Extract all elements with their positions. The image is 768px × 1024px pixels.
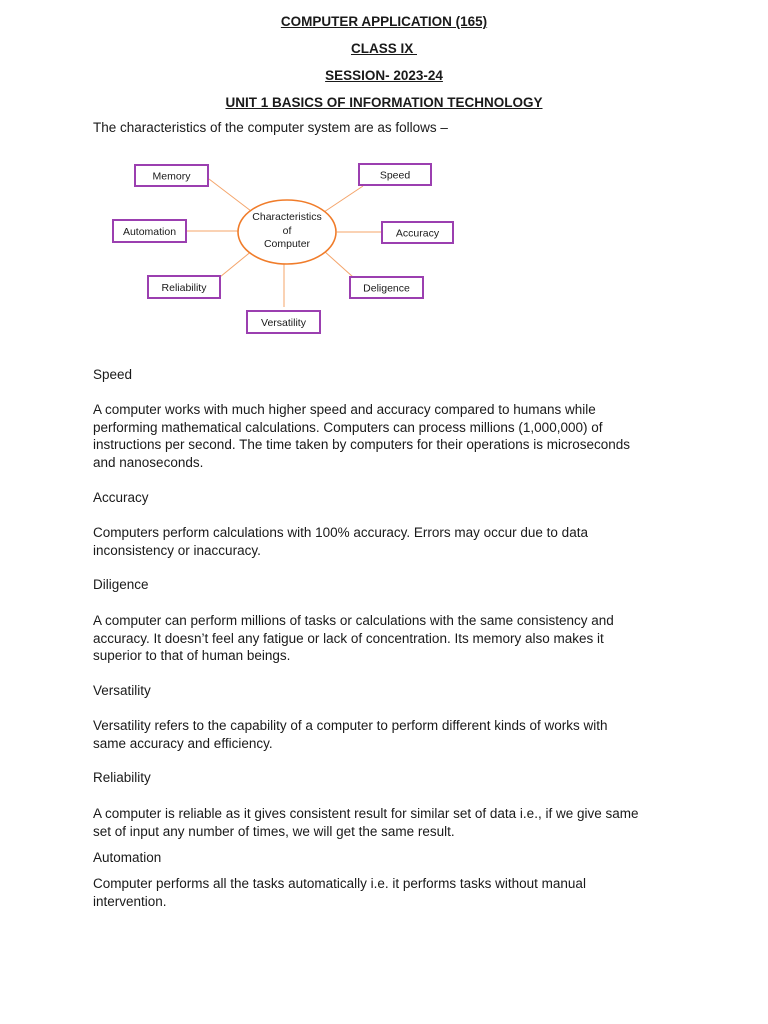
node-memory [135,165,208,186]
section-body-reliability [93,805,683,840]
section-title-reliability: Reliability [93,770,151,785]
text-line: Computer performs all the tasks automatically i.e. it performs tasks without manual [93,876,586,891]
section-title-speed: Speed [93,367,133,382]
section-body-diligence [93,612,683,665]
connector-speed [324,186,363,212]
text-line: instructions per second. The time taken by computers for their operations is microseconds [93,437,631,453]
node-reliability [148,276,220,298]
text-line: inconsistency or inaccuracy. [93,542,261,558]
section-body-speed [93,401,683,471]
node-memory-label: Memory [152,170,191,183]
node-speed [359,164,431,185]
node-deligence [350,277,423,298]
section-title-automation: Automation [93,850,162,865]
center-label-line-2: of [282,225,292,237]
connector-reliability [220,250,253,277]
section-body-versatility [93,717,683,752]
unit-heading: UNIT 1 BASICS OF INFORMATION TECHNOLOGY [225,95,543,110]
center-label-line-1: Characteristics [252,211,322,223]
text-line: and nanoseconds. [93,454,204,470]
connector-deligence [324,251,353,277]
section-title-versatility: Versatility [93,683,151,698]
text-line: Computers perform calculations with 100% accuracy. Errors may occur due to data [93,525,588,540]
center-label-line-3: Computer [263,238,311,250]
node-accuracy-label: Accuracy [395,227,440,240]
connector-memory [209,179,251,211]
text-line: superior to that of human beings. [93,648,291,664]
text-line: Versatility refers to the capability of a computer to perform different kinds of works with [93,718,608,733]
text-line: intervention. [93,893,167,909]
text-line: performing mathematical calculations. Computers can process millions (1,000,000) of [93,419,603,435]
node-speed-label: Speed [379,169,411,182]
text-line: set of input any number of times, we will get the same result. [93,823,455,839]
class-heading: CLASS IX [350,41,417,56]
text-line: A computer can perform millions of tasks or calculations with the same consistency and [93,613,614,628]
node-automation [113,220,186,242]
text-line: A computer is reliable as it gives consistent result for similar set of data i.e., if we give same [93,806,639,821]
node-reliability-label: Reliability [161,282,207,294]
text-line: same accuracy and efficiency. [93,735,273,751]
section-title-diligence: Diligence [93,577,149,592]
section-body-automation [93,875,683,910]
node-versatility-label: Versatility [261,317,306,329]
node-deligence-label: Deligence [363,282,410,295]
text-line: accuracy. It doesn’t feel any fatigue or lack of concentration. Its memory also makes it [93,630,604,646]
characteristics-diagram [100,155,470,340]
section-title-accuracy: Accuracy [93,490,149,505]
node-accuracy [382,222,453,243]
section-body-accuracy [93,524,683,559]
node-versatility [247,311,320,333]
session-heading: SESSION- 2023-24 [325,68,443,83]
text-line: A computer works with much higher speed and accuracy compared to humans while [93,402,596,417]
node-automation-label: Automation [122,226,177,238]
intro-text: The characteristics of the computer system are as follows – [93,120,448,135]
subject-heading: COMPUTER APPLICATION (165) [280,14,488,29]
